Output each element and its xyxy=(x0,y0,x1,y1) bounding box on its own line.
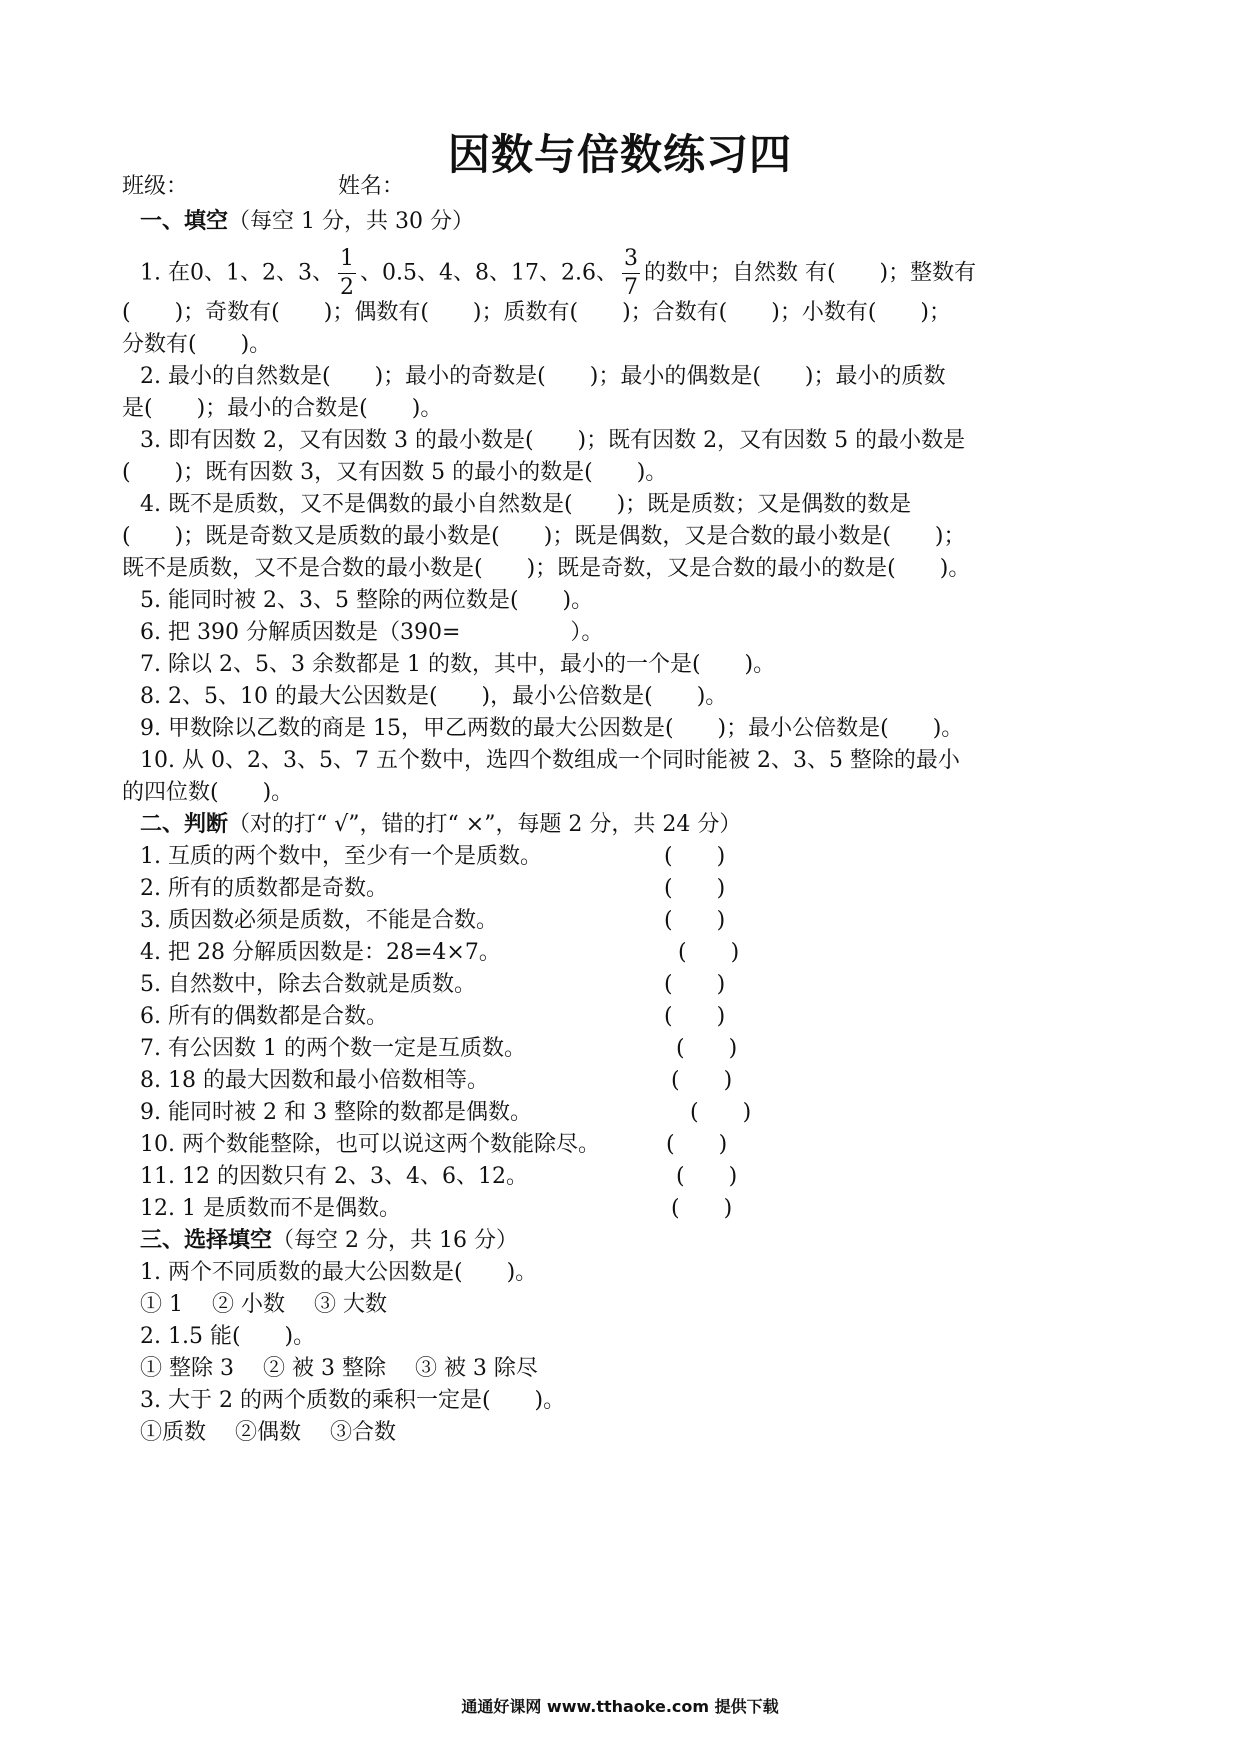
name-label: 姓名： xyxy=(338,174,405,199)
answer-parentheses: ( ) xyxy=(690,1100,752,1125)
judge-item: 1. 互质的两个数中，至少有一个是质数。 xyxy=(140,844,542,869)
student-info-row xyxy=(122,172,404,202)
s3-q2-text: 2. 1.5 能( )。 xyxy=(140,1324,316,1349)
page-title: 因数与倍数练习四 xyxy=(447,130,792,179)
s1-q9: 9. 甲数除以乙数的商是 15，甲乙两数的最大公因数是( )；最小公倍数是( )。 xyxy=(140,716,964,741)
section2-heading: 二、判断 xyxy=(140,812,229,837)
s1-q2-line2: 是( )；最小的合数是( )。 xyxy=(122,396,443,421)
s1-q1-suffix: 的数中；自然数 有( )；整数有 xyxy=(643,260,977,286)
s1-q5: 5. 能同时被 2、3、5 整除的两位数是( )。 xyxy=(140,588,594,613)
fraction-denominator: 7 xyxy=(623,275,638,300)
answer-parentheses: ( ) xyxy=(664,844,726,869)
judge-item: 5. 自然数中，除去合数就是质数。 xyxy=(140,972,476,997)
section2-note: （对的打“ √”，错的打“ ×”，每题 2 分，共 24 分） xyxy=(228,812,742,837)
section3-note: （每空 2 分，共 16 分） xyxy=(272,1228,518,1253)
s3-q2-options: ① 整除 3 ② 被 3 整除 ③ 被 3 除尽 xyxy=(140,1356,538,1381)
s1-q1-middle: 、0.5、4、8、17、2.6、 xyxy=(359,260,618,286)
answer-parentheses: ( ) xyxy=(664,1004,726,1029)
answer-parentheses: ( ) xyxy=(664,876,726,901)
class-label: 班级： xyxy=(122,174,189,199)
answer-parentheses: ( ) xyxy=(666,1132,728,1157)
s1-q1-prefix: 1. 在0、1、2、3、 xyxy=(140,260,334,286)
s3-q1-options: ① 1 ② 小数 ③ 大数 xyxy=(140,1292,387,1317)
fraction-one-half xyxy=(338,248,356,299)
s1-q1-line1 xyxy=(140,248,976,299)
footer-credit: 通通好课网 www.tthaoke.com 提供下载 xyxy=(461,1697,779,1716)
s1-q3-line2: ( )；既有因数 3，又有因数 5 的最小的数是( )。 xyxy=(122,460,668,485)
s1-q4-line1: 4. 既不是质数，又不是偶数的最小自然数是( )；既是质数；又是偶数的数是 xyxy=(140,492,912,517)
s3-q3-options: ①质数 ②偶数 ③合数 xyxy=(140,1420,396,1445)
s1-q1-line2: ( )；奇数有( )；偶数有( )；质数有( )；合数有( )；小数有( )； xyxy=(122,300,951,325)
s1-q2-line1: 2. 最小的自然数是( )；最小的奇数是( )；最小的偶数是( )；最小的质数 xyxy=(140,364,946,389)
judge-item: 12. 1 是质数而不是偶数。 xyxy=(140,1196,401,1221)
judge-item: 9. 能同时被 2 和 3 整除的数都是偶数。 xyxy=(140,1100,532,1125)
fraction-numerator: 3 xyxy=(622,248,640,274)
s1-q10-line1: 10. 从 0、2、3、5、7 五个数中，选四个数组成一个同时能被 2、3、5 整除的最小 xyxy=(140,748,960,773)
fraction-denominator: 2 xyxy=(339,275,354,300)
judge-item: 2. 所有的质数都是奇数。 xyxy=(140,876,388,901)
fraction-three-sevenths xyxy=(622,248,640,299)
section3-heading: 三、选择填空 xyxy=(140,1228,273,1253)
s1-q4-line3: 既不是质数，又不是合数的最小数是( )；既是奇数，又是合数的最小的数是( )。 xyxy=(122,556,971,581)
s1-q1-line3: 分数有( )。 xyxy=(122,332,272,357)
answer-parentheses: ( ) xyxy=(676,1036,738,1061)
s1-q6: 6. 把 390 分解质因数是（390= ）。 xyxy=(140,620,604,645)
judge-item: 4. 把 28 分解质因数是：28=4×7。 xyxy=(140,940,501,965)
judge-item: 6. 所有的偶数都是合数。 xyxy=(140,1004,388,1029)
section2-header xyxy=(140,810,741,840)
s1-q10-line2: 的四位数( )。 xyxy=(122,780,294,805)
answer-parentheses: ( ) xyxy=(676,1164,738,1189)
s3-q3-text: 3. 大于 2 的两个质数的乘积一定是( )。 xyxy=(140,1388,566,1413)
answer-parentheses: ( ) xyxy=(678,940,740,965)
fraction-numerator: 1 xyxy=(338,248,356,274)
answer-parentheses: ( ) xyxy=(671,1196,733,1221)
section1-header xyxy=(140,207,474,237)
s1-q8: 8. 2、5、10 的最大公因数是( )，最小公倍数是( )。 xyxy=(140,684,728,709)
judge-item: 3. 质因数必须是质数，不能是合数。 xyxy=(140,908,498,933)
s1-q7: 7. 除以 2、5、3 余数都是 1 的数，其中，最小的一个是( )。 xyxy=(140,652,776,677)
s1-q4-line2: ( )；既是奇数又是质数的最小数是( )；既是偶数，又是合数的最小数是( )； xyxy=(122,524,966,549)
answer-parentheses: ( ) xyxy=(671,1068,733,1093)
s3-q1-text: 1. 两个不同质数的最大公因数是( )。 xyxy=(140,1260,538,1285)
section1-note: （每空 1 分，共 30 分） xyxy=(228,209,474,234)
s1-q3-line1: 3. 即有因数 2，又有因数 3 的最小数是( )；既有因数 2，又有因数 5 的最小数是 xyxy=(140,428,966,453)
judge-item: 11. 12 的因数只有 2、3、4、6、12。 xyxy=(140,1164,528,1189)
section3-header xyxy=(140,1226,518,1256)
judge-item: 10. 两个数能整除，也可以说这两个数能除尽。 xyxy=(140,1132,600,1157)
answer-parentheses: ( ) xyxy=(664,972,726,997)
judge-item: 7. 有公因数 1 的两个数一定是互质数。 xyxy=(140,1036,526,1061)
judge-item: 8. 18 的最大因数和最小倍数相等。 xyxy=(140,1068,489,1093)
section1-heading: 一、填空 xyxy=(140,209,229,234)
answer-parentheses: ( ) xyxy=(664,908,726,933)
